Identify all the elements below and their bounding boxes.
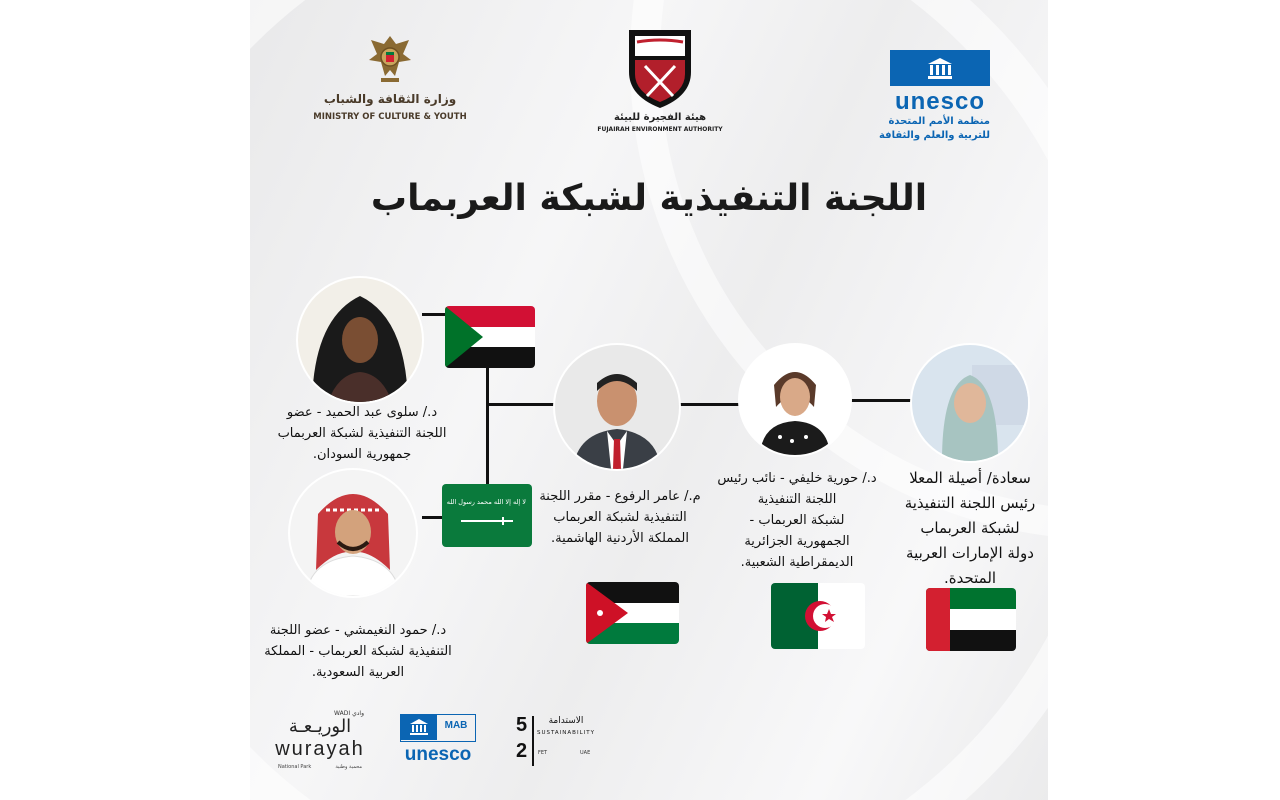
sustainability-arabic: الاستدامة (548, 716, 584, 726)
wurayah-sub-left: National Park (278, 764, 312, 770)
sustainability-num-top: 5 (516, 714, 528, 736)
ministry-english: MINISTRY OF CULTURE & YOUTH (313, 112, 467, 122)
wurayah-logo (270, 710, 370, 772)
ministry-logo (300, 30, 480, 130)
person-icon (740, 345, 850, 455)
flag-jordan (586, 582, 679, 644)
fujairah-shield-icon (625, 26, 695, 110)
jordan-flag-icon (586, 582, 679, 644)
person-icon (298, 278, 422, 402)
uae-flag-icon (926, 588, 1016, 651)
announcement-card (250, 0, 1048, 800)
saudi-flag-text: لا إله إلا الله محمد رسول الله (446, 498, 526, 506)
flag-saudi (442, 484, 532, 547)
unesco-wordmark-bottom: unesco (404, 744, 472, 765)
wurayah-latin: wurayah (275, 738, 365, 760)
avatar-member-algeria (740, 345, 850, 455)
wurayah-sub-right: محمية وطنية (335, 764, 362, 770)
caption-member-uae: سعادة/ أصيلة المعلا رئيس اللجنة التنفيذية لشبكة العربماب دولة الإمارات العربية المتحدة. (904, 469, 1036, 587)
unesco-arabic-1: منظمة الأمم المتحدة (888, 116, 990, 127)
unesco-arabic-2: للتربية والعلم والثقافة (878, 130, 990, 141)
sustainability-english: SUSTAINABILITY (536, 730, 595, 736)
person-icon (912, 345, 1028, 461)
avatar-member-uae (912, 345, 1028, 461)
unesco-temple-icon (926, 56, 954, 80)
avatar-member-jordan (555, 345, 679, 469)
ministry-arabic: وزارة الثقافة والشباب (323, 92, 457, 106)
sustainability-sub-left: FET (538, 750, 548, 756)
caption-member-saudi: د./ حمود النغيمشي - عضو اللجنة التنفيذية لشبكة العربماب - المملكة العربية السعودية. (264, 623, 452, 680)
sustainability-divider (532, 716, 534, 766)
avatar-member-saudi (290, 470, 416, 596)
caption-member-jordan: م./ عامر الرفوع - مقرر اللجنة التنفيذية لشبكة العربماب المملكة الأردنية الهاشمية. (539, 489, 701, 546)
sustainability-num-bottom: 2 (516, 740, 528, 762)
fujairah-arabic: هيئة الفجيرة للبيئة (613, 112, 707, 123)
page-title: اللجنة التنفيذية لشبكة العربماب (370, 178, 928, 219)
caption-member-algeria: د./ حورية خليفي - نائب رئيس اللجنة التنفيذية لشبكة العربماب - الجمهورية الجزائرية الديمقراطية الشعبية. (717, 471, 877, 570)
sustainability-logo (512, 714, 602, 772)
unesco-temple-icon (409, 718, 429, 736)
connector-line (850, 399, 912, 402)
fujairah-english: FUJAIRAH ENVIRONMENT AUTHORITY (597, 126, 723, 133)
flag-uae (926, 588, 1016, 651)
unesco-mab-logo (396, 714, 480, 768)
wurayah-small: WADI وادي (334, 710, 364, 717)
fujairah-logo (595, 22, 725, 137)
uae-emblem-icon (365, 30, 415, 84)
sudan-flag-icon (445, 306, 535, 368)
algeria-flag-icon (771, 583, 865, 649)
mab-label: MAB (444, 720, 468, 731)
flag-algeria (771, 583, 865, 649)
avatar-member-sudan (298, 278, 422, 402)
unesco-wordmark-top: unesco (894, 88, 986, 115)
unesco-logo-top (880, 50, 1000, 145)
wurayah-arabic: الوريـعـة (288, 716, 352, 737)
person-icon (555, 345, 679, 469)
connector-line (488, 403, 556, 406)
connector-line (678, 403, 740, 406)
connector-line (422, 313, 446, 316)
connector-line (422, 516, 444, 519)
sustainability-sub-right: UAE (580, 750, 591, 756)
unesco-temple-block (890, 50, 990, 86)
caption-member-sudan: د./ سلوى عبد الحميد - عضو اللجنة التنفيذية لشبكة العربماب جمهورية السودان. (277, 405, 447, 462)
flag-sudan (445, 306, 535, 368)
sword-icon (457, 516, 517, 526)
person-icon (290, 470, 416, 596)
unesco-mab-block (400, 714, 476, 742)
